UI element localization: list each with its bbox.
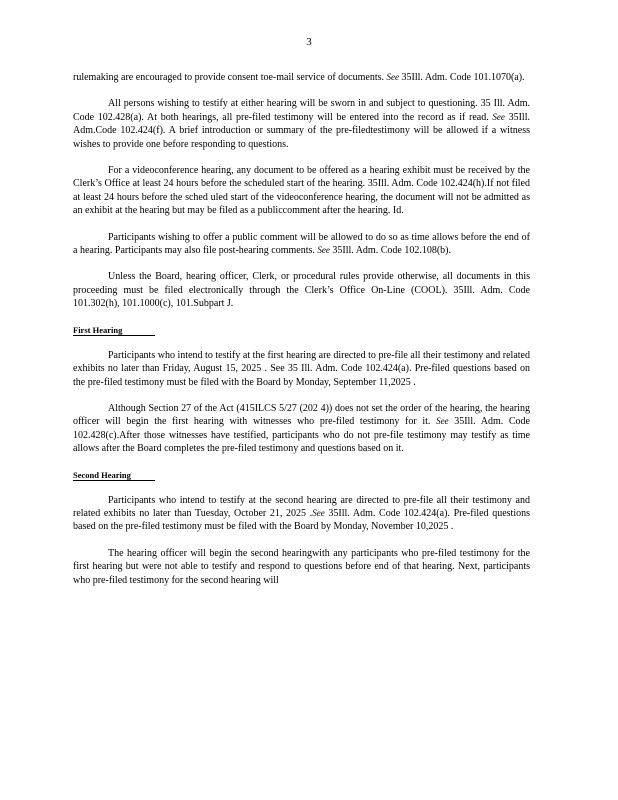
heading-text: First Hearing — [73, 325, 155, 336]
paragraph-text: Although Section 27 of the Act (415ILCS 5/27 (202 4)) does not set the order of the hearing, the hearing officer will begin the first hearing with witnesses who pre-filed testimony for it. — [73, 402, 530, 428]
sworn-testimony-paragraph — [73, 97, 530, 151]
first-hearing-prefile-paragraph: Participants who intend to testify at the first hearing are directed to pre-file all their testimony and related exhibits no later than Friday, August 15, 2025 . See 35 Ill. Adm. Code 102.424(a). Pre-filed questions based on the pre-filed testimony must be filed with the Board by Monday, September 11,2025 . — [73, 349, 530, 388]
page-number: 3 — [306, 36, 312, 48]
paragraph-text: 35Ill. Adm. Code 102.424(a). Pre-filed questions based on the pre-filed testimony must be filed with the Board by Monday, November 10,2025 . — [73, 507, 530, 533]
citation-signal: See — [317, 245, 330, 256]
electronic-filing-paragraph: Unless the Board, hearing officer, Clerk, or procedural rules provide otherwise, all documents in this proceeding must be filed electronically through the Clerk’s Office On-Line (COOL). 35Ill. Adm. Code 101.302(h), 101.1000(c), 101.Subpart J. — [73, 271, 530, 310]
email-service-paragraph — [73, 71, 530, 84]
citation-signal: See — [492, 111, 505, 122]
second-hearing-order-paragraph: The hearing officer will begin the second hearingwith any participants who pre-filed testimony for the first hearing but were not able to testify and respond to questions before end of that hearing. Next, participants who pre-filed testimony for the second hearing will — [73, 547, 530, 586]
paragraph-text: 35Ill. Adm. Code 102.108(b). — [329, 245, 451, 257]
paragraph-text: Participants wishing to offer a public comment will be allowed to do so as time allows before the end of a hearing. Participants may also file post-hearing comments. — [73, 231, 530, 257]
paragraph-text: 35Ill. Adm.Code 102.424(f). A brief introduction or summary of the pre-filedtestimony will be allowed if a witness wishes to provide one before responding to questions. — [73, 111, 530, 150]
document-body — [73, 71, 530, 587]
videoconference-paragraph: For a videoconference hearing, any document to be offered as a hearing exhibit must be received by the Clerk’s Office at least 24 hours before the scheduled start of the hearing. 35Ill. Adm. Code 102.424(h).If not filed at least 24 hours before the sched uled start of the videoconference hearing, the document will not be admitted as an exhibit at the hearing but may be filed as a publiccomment after the hearing. Id. — [73, 165, 530, 217]
paragraph-text: 35Ill. Adm. Code 101.1070(a). — [399, 72, 525, 83]
second-hearing-heading — [73, 469, 530, 481]
first-hearing-heading — [73, 324, 530, 336]
second-hearing-prefile-paragraph — [73, 494, 530, 534]
paragraph-text: Participants who intend to testify at the second hearing are directed to pre-file all their testimony and related exhibits no later than Tuesday, October 21, 2025 . — [73, 494, 530, 519]
paragraph-text: rulemaking are encouraged to provide consent toe-mail service of documents. — [73, 72, 387, 83]
heading-text: Second Hearing — [73, 470, 155, 481]
hearing-order-paragraph — [73, 402, 530, 456]
citation-signal: See — [312, 507, 325, 518]
paragraph-text: All persons wishing to testify at either hearing will be sworn in and subject to questioning. 35 Ill. Adm. Code 102.428(a). At both hearings, all pre-filed testimony will be entered into the record as if read. — [73, 98, 530, 123]
citation-signal: See — [436, 416, 449, 427]
paragraph-text: 35Ill. Adm. Code 102.428(c).After those witnesses have testified, participants who do not pre-file testimony may testify as time allows after the Board completes the pre-filed testimony and questions based on it. — [73, 416, 530, 455]
public-comment-paragraph — [73, 231, 530, 258]
citation-signal: See — [386, 72, 399, 82]
